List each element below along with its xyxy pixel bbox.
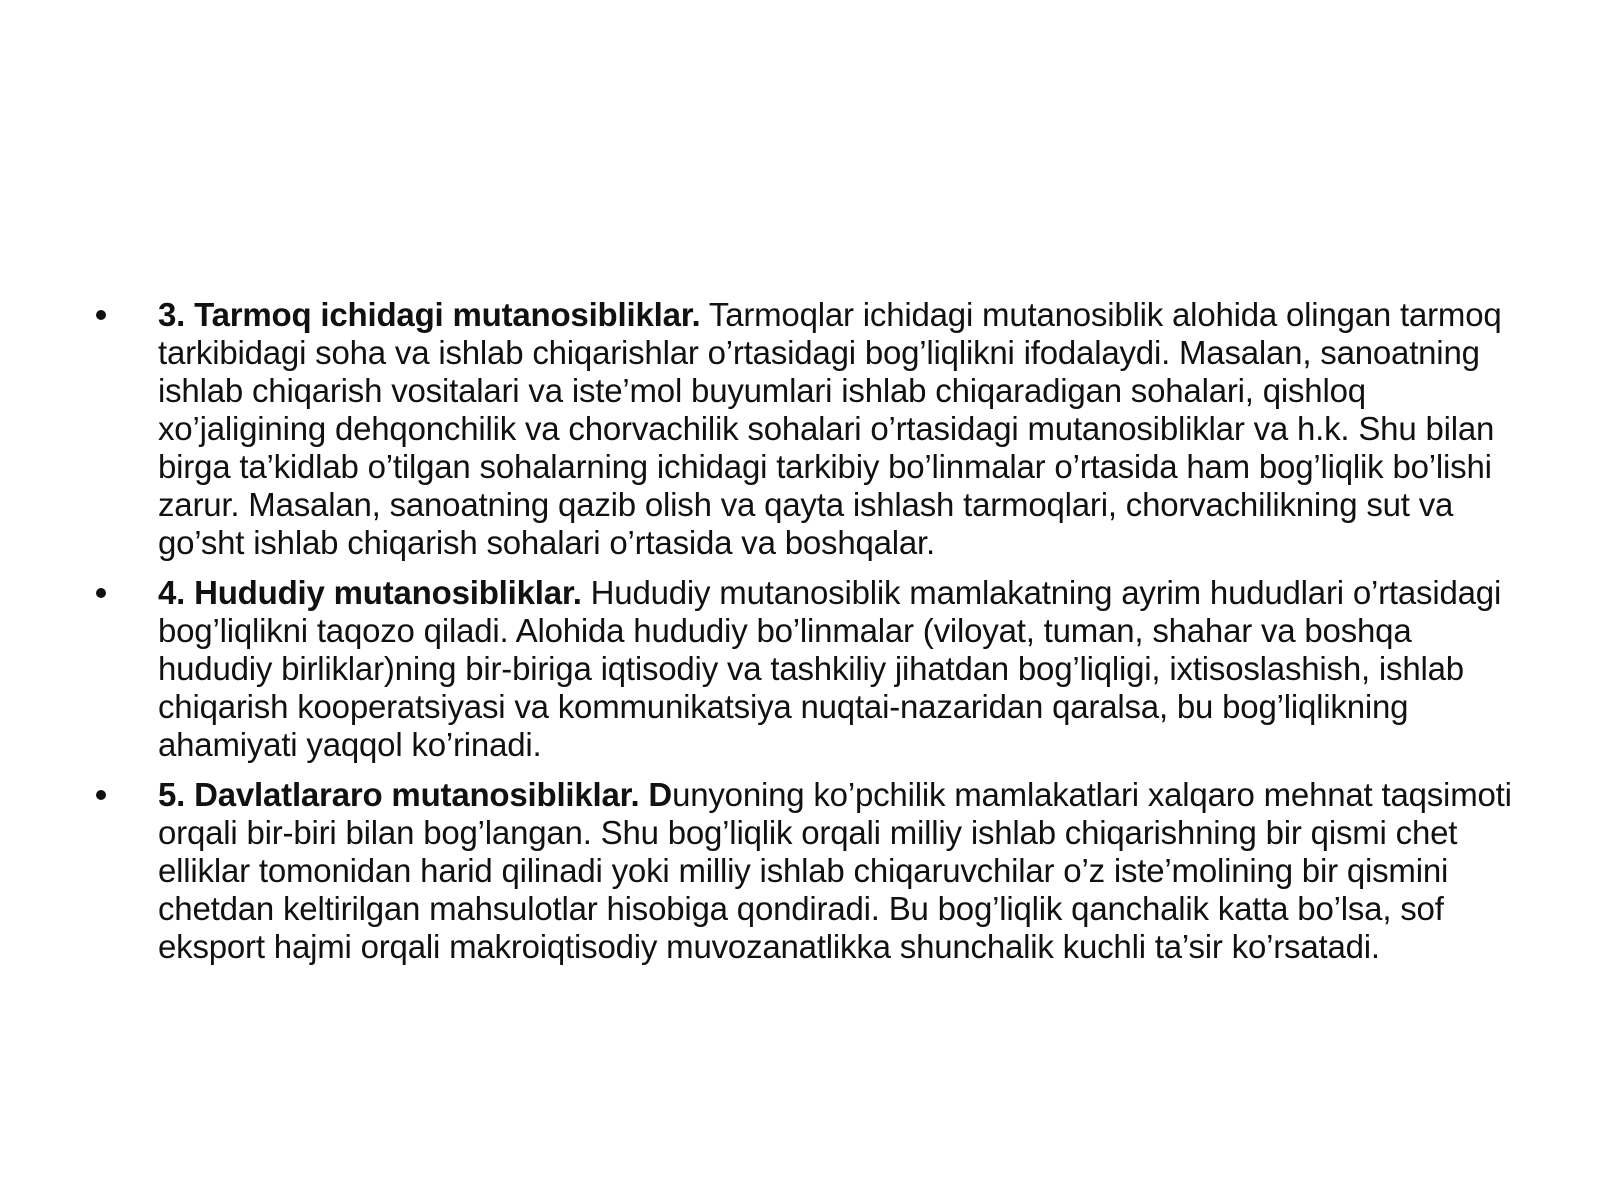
bullet-body: Hududiy mutanosiblik mamlakatning ayrim hududlari o’rtasidagi bog’liqlikni taqozo qiladi. Alohida hududiy bo’linmalar (viloyat, tuman, shahar va boshqa hududiy birliklar)ning bir-biriga iqtisodiy va tashkiliy jihatdan bog’liqligi, ixtisoslashish, ishlab chiqarish kooperatsiyasi va kommunikatsiya nuqtai-nazaridan qaralsa, bu bog’liqlikning ahamiyati yaqqol ko’rinadi. [158, 574, 1502, 763]
bullet-heading: 4. Hududiy mutanosibliklar. [158, 574, 582, 611]
bullet-item-5 [92, 776, 1512, 966]
bullet-dot-icon [96, 310, 106, 320]
bullet-text [158, 574, 1512, 764]
bullet-dot-icon [96, 588, 106, 598]
bullet-heading: 5. Davlatlararo mutanosibliklar. D [158, 776, 673, 813]
bullet-dot-icon [96, 790, 106, 800]
bullet-item-4 [92, 574, 1512, 764]
bullet-item-3 [92, 296, 1512, 562]
bullet-text [158, 776, 1512, 966]
bullet-body: Tarmoqlar ichidagi mutanosiblik alohida olingan tarmoq tarkibidagi soha va ishlab chiqarishlar o’rtasidagi bog’liqlikni ifodalaydi. Masalan, sanoatning ishlab chiqarish vositalari va iste’mol buyumlari ishlab chiqaradigan sohalari, qishloq xo’jaligining dehqonchilik va chorvachilik sohalari o’rtasidagi mutanosibliklar va h.k. Shu bilan birga ta’kidlab o’tilgan sohalarning ichidagi tarkibiy bo’linmalar o’rtasida ham bog’liqlik bo’lishi zarur. Masalan, sanoatning qazib olish va qayta ishlash tarmoqlari, chorvachilikning sut va go’sht ishlab chiqarish sohalari o’rtasida va boshqalar. [158, 296, 1502, 561]
bullet-body: unyoning ko’pchilik mamlakatlari xalqaro mehnat taqsimoti orqali bir-biri bilan bog’langan. Shu bog’liqlik orqali milliy ishlab chiqarishning bir qismi chet elliklar tomonidan harid qilinadi yoki milliy ishlab chiqaruvchilar o’z iste’molining bir qismini chetdan keltirilgan mahsulotlar hisobiga qondiradi. Bu bog’liqlik qanchalik katta bo’lsa, sof eksport hajmi orqali makroiqtisodiy muvozanatlikka shunchalik kuchli ta’sir ko’rsatadi. [158, 776, 1512, 965]
bullet-text [158, 296, 1512, 562]
bullet-list [92, 296, 1512, 978]
bullet-heading: 3. Tarmoq ichidagi mutanosibliklar. [158, 296, 701, 333]
